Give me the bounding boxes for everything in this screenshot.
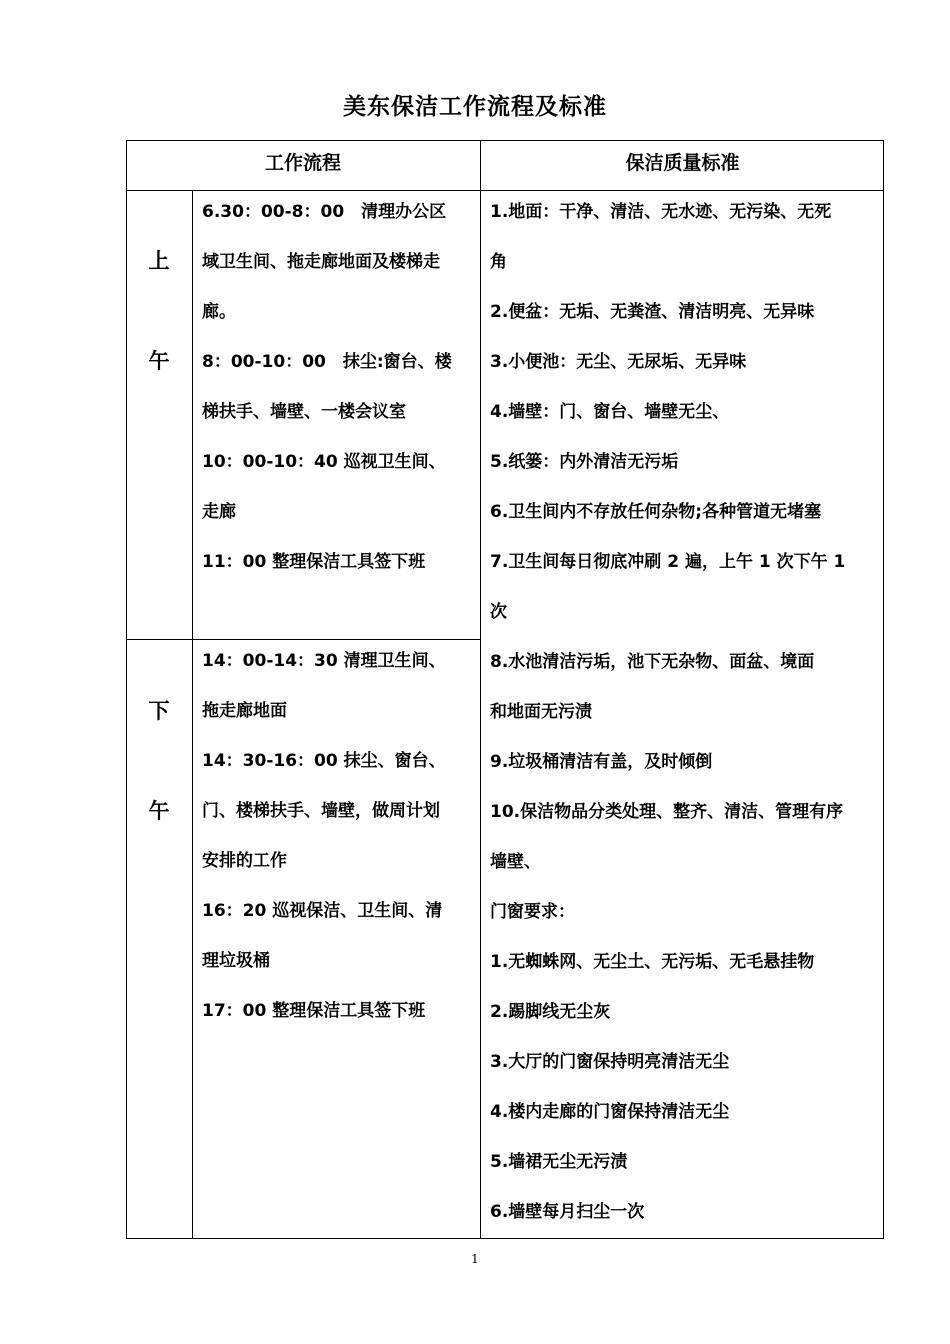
standard-line: 6.墙壁每月扫尘一次 — [490, 1202, 645, 1222]
schedule-line: 14：30-16：00 抹尘、窗台、 — [202, 751, 446, 771]
standard-line: 1.无蜘蛛网、无尘土、无污垢、无毛悬挂物 — [490, 952, 815, 972]
standard-line: 4.楼内走廊的门窗保持清洁无尘 — [490, 1102, 730, 1122]
quality-standards — [490, 187, 845, 1237]
standard-line: 10.保洁物品分类处理、整齐、清洁、管理有序 — [490, 802, 844, 822]
schedule-line: 拖走廊地面 — [202, 701, 287, 721]
page-title: 美东保洁工作流程及标准 — [343, 94, 607, 120]
standard-line: 4.墙壁：门、窗台、墙壁无尘、 — [490, 402, 730, 422]
standard-line: 2.便盆：无垢、无粪渣、清洁明亮、无异味 — [490, 302, 815, 322]
standard-line: 门窗要求： — [490, 902, 575, 922]
schedule-line: 6.30：00-8：00 清理办公区 — [202, 202, 447, 222]
standard-line: 1.地面：干净、清洁、无水迹、无污染、无死 — [490, 202, 832, 222]
column-divider-period — [192, 190, 193, 1239]
schedule-line: 梯扶手、墙壁、一楼会议室 — [202, 402, 406, 422]
standard-line: 和地面无污渍 — [490, 702, 592, 722]
schedule-line: 16：20 巡视保洁、卫生间、清 — [202, 901, 443, 921]
standard-line: 墙壁、 — [490, 852, 541, 872]
standard-line: 3.大厅的门窗保持明亮清洁无尘 — [490, 1052, 730, 1072]
morning-schedule — [202, 187, 452, 587]
standard-line: 7.卫生间每日彻底冲刷 2 遍，上午 1 次下午 1 — [490, 552, 846, 572]
schedule-line: 门、楼梯扶手、墙壁，做周计划 — [202, 801, 440, 821]
morning-label-top: 上 — [148, 249, 170, 273]
table-border-bottom — [126, 1238, 884, 1239]
schedule-line: 走廊 — [202, 502, 236, 522]
standard-line: 2.踢脚线无尘灰 — [490, 1002, 611, 1022]
schedule-line: 8：00-10：00 抹尘:窗台、楼 — [202, 352, 452, 372]
table-border-left — [126, 140, 127, 1239]
header-process: 工作流程 — [264, 152, 341, 174]
schedule-line: 14：00-14：30 清理卫生间、 — [202, 651, 446, 671]
morning-label-bottom: 午 — [148, 349, 170, 373]
standard-line: 8.水池清洁污垢，池下无杂物、面盆、境面 — [490, 652, 815, 672]
schedule-line: 11：00 整理保洁工具签下班 — [202, 552, 426, 572]
standard-line: 次 — [490, 602, 507, 622]
standard-line: 角 — [490, 252, 507, 272]
afternoon-label-bottom: 午 — [148, 799, 170, 823]
table-border-top — [126, 140, 884, 141]
standard-line: 5.纸篓：内外清洁无污垢 — [490, 452, 679, 472]
standards-table — [126, 140, 884, 1239]
schedule-line: 域卫生间、拖走廊地面及楼梯走 — [202, 252, 440, 272]
afternoon-label-top: 下 — [148, 699, 170, 723]
afternoon-schedule — [202, 636, 446, 1036]
page-number: 1 — [471, 1252, 479, 1266]
schedule-line: 10：00-10：40 巡视卫生间、 — [202, 452, 446, 472]
schedule-line: 理垃圾桶 — [202, 951, 270, 971]
schedule-line: 廊。 — [202, 302, 236, 322]
standard-line: 3.小便池：无尘、无尿垢、无异味 — [490, 352, 747, 372]
header-standard: 保洁质量标准 — [625, 152, 740, 174]
column-divider-main — [480, 140, 481, 1239]
standard-line: 9.垃圾桶清洁有盖，及时倾倒 — [490, 752, 713, 772]
schedule-line: 安排的工作 — [202, 851, 287, 871]
schedule-line: 17：00 整理保洁工具签下班 — [202, 1001, 426, 1021]
standard-line: 5.墙裙无尘无污渍 — [490, 1152, 628, 1172]
standard-line: 6.卫生间内不存放任何杂物;各种管道无堵塞 — [490, 502, 822, 522]
table-border-right — [883, 140, 884, 1239]
